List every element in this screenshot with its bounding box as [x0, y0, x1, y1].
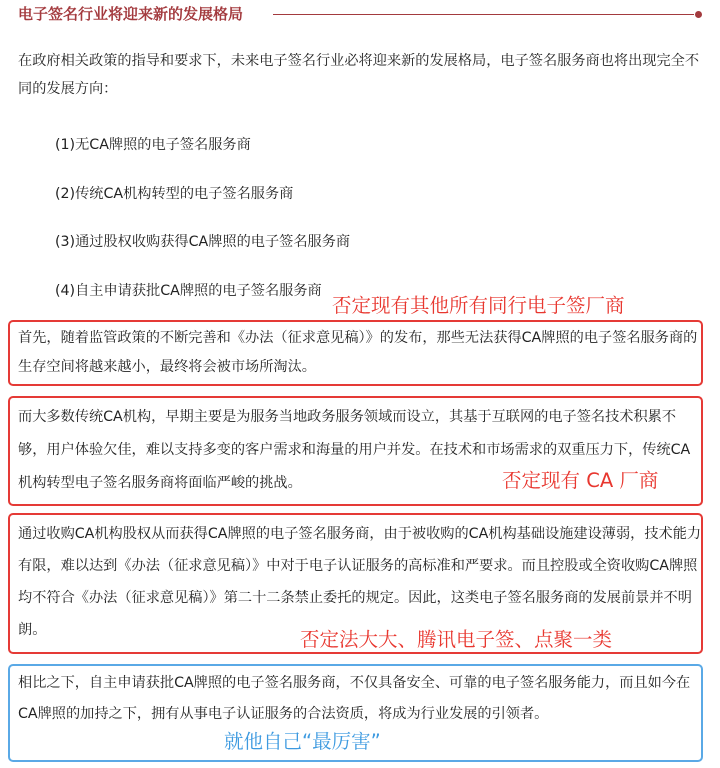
section-header: [18, 3, 704, 27]
annotation-2: 否定现有 CA 厂商: [502, 469, 659, 492]
annotation-3: 否定法大大、腾讯电子签、点聚一类: [300, 628, 613, 651]
list-item-4: (4)自主申请获批CA牌照的电子签名服务商: [55, 283, 322, 299]
list-item-2: (2)传统CA机构转型的电子签名服务商: [55, 186, 294, 202]
header-divider: [273, 14, 694, 15]
annotation-4: 就他自己“最厉害”: [224, 730, 381, 753]
paragraph-3: 通过收购CA机构股权从而获得CA牌照的电子签名服务商，由于被收购的CA机构基础设施建设薄弱，技术能力有限，难以达到《办法（征求意见稿）》中对于电子认证服务的高标准和严要求。而且控股或全资收购CA牌照均不符合《办法（征求意见稿）》第二十二条禁止委托的规定。因此，这类电子签名服务商的发展前景并不明朗。: [18, 526, 702, 638]
section-title: 电子签名行业将迎来新的发展格局: [18, 5, 244, 23]
annotation-1: 否定现有其他所有同行电子签厂商: [332, 294, 625, 317]
intro-paragraph: 在政府相关政策的指导和要求下，未来电子签名行业必将迎来新的发展格局，电子签名服务商也将出现完全不同的发展方向：: [18, 53, 700, 97]
list-item-3: (3)通过股权收购获得CA牌照的电子签名服务商: [55, 234, 351, 250]
paragraph-1: 首先，随着监管政策的不断完善和《办法（征求意见稿）》的发布，那些无法获得CA牌照的电子签名服务商的生存空间将越来越小，最终将会被市场所淘汰。: [18, 330, 698, 375]
paragraph-2: 而大多数传统CA机构，早期主要是为服务当地政务服务领域而设立，其基于互联网的电子签名技术积累不够，用户体验欠佳，难以支持多变的客户需求和海量的用户并发。在技术和市场需求的双重压力下，传统CA机构转型电子签名服务商将面临严峻的挑战。: [18, 409, 691, 491]
paragraph-4: 相比之下，自主申请获批CA牌照的电子签名服务商，不仅具备安全、可靠的电子签名服务能力，而且如今在CA牌照的加持之下，拥有从事电子认证服务的合法资质，将成为行业发展的引领者。: [18, 675, 691, 722]
list-item-1: (1)无CA牌照的电子签名服务商: [55, 137, 251, 153]
header-dot-icon: [695, 11, 702, 18]
